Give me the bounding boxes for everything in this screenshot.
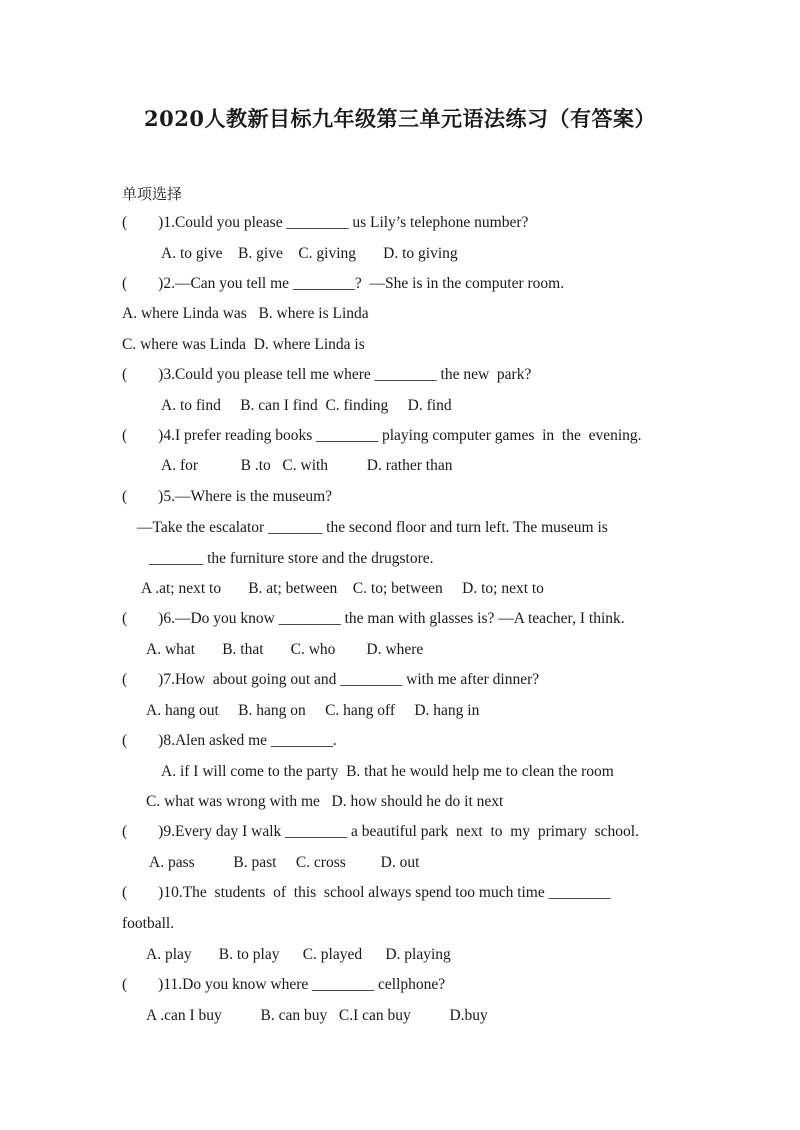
options-line: A. play B. to play C. played D. playing [146,946,451,963]
section-label: 单项选择 [122,185,183,203]
options-line: C. what was wrong with me D. how should he do it next [146,793,504,810]
options-line: A. hang out B. hang on C. hang off D. hang in [146,702,480,719]
question-line: ( )5.—Where is the museum? [122,488,333,505]
options-line: A. if I will come to the party B. that he would help me to clean the room [161,763,614,780]
options-line: A. for B .to C. with D. rather than [161,457,453,474]
options-line: A. pass B. past C. cross D. out [149,854,420,871]
question-line: ( )11.Do you know where ________ cellphone? [122,976,446,993]
question-line: ( )4.I prefer reading books ________ playing computer games in the evening. [122,427,642,444]
question-line: ( )2.—Can you tell me ________? —She is in the computer room. [122,275,565,292]
options-line: A. to find B. can I find C. finding D. find [161,397,452,414]
options-line: A .can I buy B. can buy C.I can buy D.buy [146,1007,488,1024]
page-title: 2020人教新目标九年级第三单元语法练习（有答案） [144,106,656,131]
question-line: ( )10.The students of this school always spend too much time ________ [122,884,611,901]
options-line: A. where Linda was B. where is Linda [122,305,369,322]
question-line: ( )8.Alen asked me ________. [122,732,337,749]
options-line: A .at; next to B. at; between C. to; between D. to; next to [141,580,544,597]
question-line: ( )9.Every day I walk ________ a beautiful park next to my primary school. [122,823,639,840]
question-line: ( )6.—Do you know ________ the man with glasses is? —A teacher, I think. [122,610,625,627]
question-line: football. [122,915,175,932]
question-line: ( )1.Could you please ________ us Lily’s telephone number? [122,214,529,231]
question-line: ( )3.Could you please tell me where ________ the new park? [122,366,532,383]
options-line: A. what B. that C. who D. where [146,641,424,658]
options-line: C. where was Linda D. where Linda is [122,336,365,353]
question-line: _______ the furniture store and the drugstore. [149,550,434,567]
question-line: ( )7.How about going out and ________ with me after dinner? [122,671,540,688]
options-line: A. to give B. give C. giving D. to giving [161,245,458,262]
question-line: —Take the escalator _______ the second floor and turn left. The museum is [137,519,608,536]
